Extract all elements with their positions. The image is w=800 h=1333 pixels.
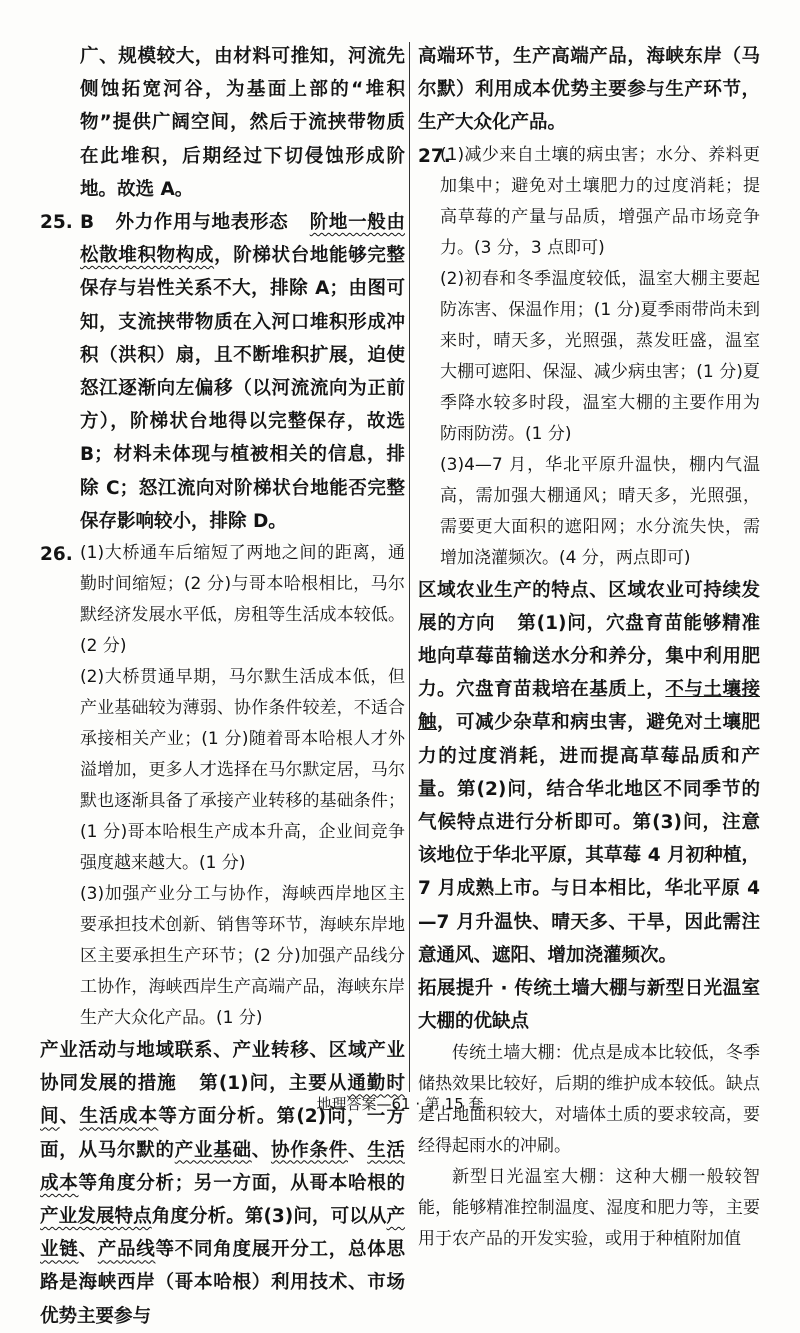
q27-part3: (3)4—7 月，华北平原升温快，棚内气温高，需加强大棚通风；晴天多，光照强，需要更大面积的遮阳网；水分流失快，需增加浇灌频次。(4 分，两点即可) — [440, 454, 760, 568]
q25-number: 25. — [40, 212, 73, 234]
q26-key-product-line: 产品线 — [97, 1239, 156, 1261]
q26-key-living-cost: 生活成本 — [79, 1106, 159, 1128]
q26-block — [40, 538, 405, 1034]
q27-analysis-topic: 区域农业生产的特点、区域农业可持续发展的方向 — [418, 579, 760, 634]
q26-analysis-text: 等角度分析；另一方面，从哥本哈根的 — [78, 1172, 405, 1194]
extension-new: 新型日光温室大棚：这种大棚一般较智能，能够精准控制温度、湿度和肥力等，主要用于农产品的开发实验，或用于种植附加值 — [418, 1167, 760, 1250]
q26-key-living-cost-2: 生活成本 — [40, 1139, 405, 1194]
q26-analysis-topic: 产业活动与地域联系、产业转移、区域产业协同发展的措施 — [40, 1040, 405, 1095]
q24-continuation: 广、规模较大，由材料可推知，河流先侧蚀拓宽河谷，为基面上部的“堆积物”提供广阔空间，然后于流挟带物质在此堆积，后期经过下切侵蚀形成阶地。故选 A。 — [80, 46, 405, 200]
q25-block — [40, 206, 405, 538]
q26-analysis-text: 、 — [78, 1239, 98, 1261]
q26-analysis-text: 、 — [251, 1139, 271, 1161]
q26-analysis-text: 等不同角度展开分工，总体思路是海峡西岸（哥本哈根）利用技术、市场优势主要参与 — [40, 1239, 405, 1327]
q27-part1: (1)减少来自土壤的病虫害；水分、养料更加集中；避免对土壤肥力的过度消耗；提高草莓的产量与品质，增强产品市场竞争力。(3 分，3 点即可) — [440, 144, 760, 258]
page-footer: 地理答案—61 · 第 15 套 — [316, 1095, 484, 1113]
q26-answers — [80, 538, 405, 1034]
q26-part2: (2)大桥贯通早期，马尔默生活成本低，但产业基础较为薄弱、协作条件较差，不适合承接相关产业；(1 分)随着哥本哈根人才外溢增加，更多人才选择在马尔默定居，马尔默也逐渐具备了承接产业转移的基础条件；(1 分)哥本哈根生产成本升高，企业间竞争强度越来越大。(1 分) — [80, 667, 405, 874]
q26-continuation: 高端环节，生产高端产品，海峡东岸（马尔默）利用成本优势主要参与生产环节，生产大众化产品。 — [418, 46, 760, 134]
q25-text — [80, 206, 405, 538]
q26-analysis-text: 、 — [59, 1106, 80, 1128]
right-column — [418, 40, 760, 1255]
q26-key-development: 产业发展特点 — [40, 1206, 152, 1228]
q26-analysis-text: 第(1)问，主要从 — [199, 1073, 348, 1095]
q26-key-cooperation: 协作条件 — [270, 1139, 348, 1161]
q26-part1: (1)大桥通车后缩短了两地之间的距离，通勤时间缩短；(2 分)与哥本哈根相比，马尔默经济发展水平低，房租等生活成本较低。(2 分) — [80, 543, 405, 657]
q27-part2: (2)初春和冬季温度较低，温室大棚主要起防冻害、保温作用；(1 分)夏季雨带尚未到来时，晴天多，光照强，蒸发旺盛，温室大棚可遮阳、保湿、减少病虫害；(1 分)夏季降水较多时段，温室大棚的主要作用为防雨防涝。(1 分) — [440, 268, 760, 444]
extension-traditional: 传统土墙大棚：优点是成本比较低，冬季储热效果比较好，后期的维护成本较低。缺点是占地面积较大，对墙体土质的要求较高，要经得起雨水的冲刷。 — [418, 1043, 760, 1157]
q26-analysis-text: 、 — [347, 1139, 368, 1161]
q27-answers — [440, 140, 760, 574]
column-divider — [409, 42, 410, 1092]
q25-explanation: ，阶梯状台地能够完整保存与岩性关系不大，排除 A；由图可知，支流挟带物质在入河口堆积形成冲积（洪积）扇，且不断堆积扩展，迫使怒江逐渐向左偏移（以河流流向为正前方），阶梯状台地得以完整保存，故选 B；材料未体现与植被相关的信息，排除 C；怒江流向对阶梯状台地能否完整保存影响较小，排除 D。 — [80, 245, 405, 532]
extension-title: 拓展提升 · 传统土墙大棚与新型日光温室大棚的优缺点 — [418, 978, 760, 1033]
q27-block — [418, 140, 760, 574]
q26-key-commute: 通勤时间 — [40, 1073, 405, 1128]
q26-key-industry-base: 产业基础 — [174, 1139, 252, 1161]
q27-analysis-text: 第(1)问，穴盘育苗能够精准地向草莓苗输送水分和养分，集中利用肥力。穴盘育苗栽培在基质上， — [418, 612, 760, 701]
q26-analysis-text: 角度分析。第(3)问，可以从 — [151, 1206, 387, 1228]
q26-key-chain: 产业链 — [40, 1206, 405, 1261]
q27-key-no-soil: 不与土壤接触 — [418, 679, 760, 734]
q27-analysis-text: ，可减少杂草和病虫害，避免对土壤肥力的过度消耗，进而提高草莓品质和产量。第(2)问，结合华北地区不同季节的气候特点进行分析即可。第(3)问，注意该地位于华北平原，其草莓 4 月初种植，7 月成熟上市。与日本相比，华北平原 4—7 月升温快、晴天多、干旱，因此需注意通风、遮阳、增加浇灌频次。 — [418, 712, 760, 966]
q27-number: 27. — [418, 145, 451, 167]
q26-analysis — [40, 1034, 405, 1333]
q26-part3: (3)加强产业分工与协作，海峡西岸地区主要承担技术创新、销售等环节，海峡东岸地区主要承担生产环节；(2 分)加强产品线分工协作，海峡西岸生产高端产品，海峡东岸生产大众化产品。(1 分) — [80, 884, 405, 1029]
q25-emphasis: 阶地一般由松散堆积物构成 — [80, 212, 405, 267]
q25-topic: 外力作用与地表形态 — [115, 212, 289, 234]
q27-analysis — [418, 574, 760, 972]
q26-analysis-text: 等方面分析。第(2)问，一方面，从马尔默的 — [40, 1106, 405, 1161]
q25-answer: B — [80, 212, 95, 234]
left-column — [40, 40, 405, 1333]
q26-number: 26. — [40, 544, 73, 566]
